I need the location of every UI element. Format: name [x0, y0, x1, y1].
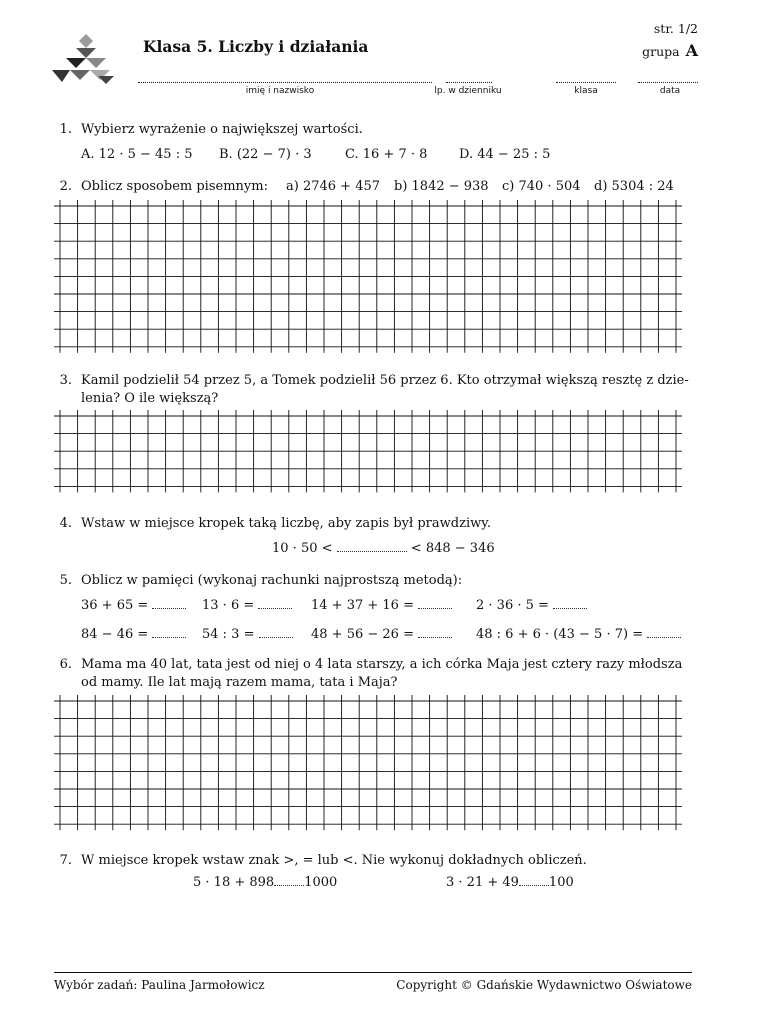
- q4-right: < 848 − 346: [410, 541, 495, 556]
- page-number: str. 1/2: [653, 21, 698, 36]
- q7-expr-right: 1000: [304, 875, 338, 890]
- q5-expr: 2 · 36 · 5 =: [476, 598, 549, 613]
- name-field-label: imię i nazwisko: [245, 86, 315, 96]
- q5-row1-item1: [81, 598, 186, 613]
- q5-expr: 48 + 56 − 26 =: [311, 627, 414, 642]
- q1-option-a[interactable]: A. 12 · 5 − 45 : 5: [81, 147, 193, 162]
- class-field-label: klasa: [574, 86, 598, 96]
- q5-row1-item3: [311, 598, 452, 613]
- q5-blank[interactable]: [647, 627, 681, 638]
- q1-option-b[interactable]: B. (22 − 7) · 3: [219, 147, 312, 162]
- q5-number: 5.: [59, 573, 72, 588]
- q3-answer-grid[interactable]: [54, 410, 694, 498]
- number-field[interactable]: [446, 72, 492, 83]
- q5-expr: 48 : 6 + 6 · (43 − 5 · 7) =: [476, 627, 644, 642]
- q7-comparison-2: [446, 875, 574, 890]
- q6-text-line1: Mama ma 40 lat, tata jest od niej o 4 lata starszy, a ich córka Maja jest cztery razy młodsza: [81, 657, 683, 672]
- q5-expr: 36 + 65 =: [81, 598, 149, 613]
- q6-text-line2: od mamy. Ile lat mają razem mama, tata i Maja?: [81, 675, 398, 690]
- group-text: grupa: [642, 44, 680, 59]
- number-field-label: lp. w dzienniku: [434, 86, 502, 96]
- q3-number: 3.: [59, 373, 72, 388]
- q7-comparison-1: [193, 875, 337, 890]
- q5-row1-item2: [202, 598, 292, 613]
- q1-option-d[interactable]: D. 44 − 25 : 5: [459, 147, 551, 162]
- q7-expr-left: 5 · 18 + 898: [193, 875, 275, 890]
- q5-blank[interactable]: [258, 598, 292, 609]
- q1-number: 1.: [59, 122, 72, 137]
- q4-inequality: [272, 541, 495, 556]
- q7-text: W miejsce kropek wstaw znak >, = lub <. Nie wykonuj dokładnych obliczeń.: [81, 853, 587, 868]
- name-field[interactable]: [138, 72, 432, 83]
- date-field-label: data: [659, 86, 681, 96]
- date-field[interactable]: [638, 72, 698, 83]
- q4-left: 10 · 50 <: [272, 541, 333, 556]
- q5-row2-item1: [81, 627, 186, 642]
- q3-text-line1: Kamil podzielił 54 przez 5, a Tomek podzielił 56 przez 6. Kto otrzymał większą resztę z dzie-: [81, 373, 689, 388]
- class-field[interactable]: [556, 72, 616, 83]
- group-label: [642, 41, 698, 60]
- q1-option-c[interactable]: C. 16 + 7 · 8: [345, 147, 428, 162]
- q5-blank[interactable]: [418, 627, 452, 638]
- q5-blank[interactable]: [259, 627, 293, 638]
- q6-answer-grid[interactable]: [54, 695, 694, 837]
- q2-number: 2.: [59, 179, 72, 194]
- q2-part-d: d) 5304 : 24: [594, 179, 674, 194]
- q5-blank[interactable]: [152, 598, 186, 609]
- q5-row2-item4: [476, 627, 681, 642]
- q5-text: Oblicz w pamięci (wykonaj rachunki najprostszą metodą):: [81, 573, 463, 588]
- publisher-logo: [48, 32, 118, 88]
- q5-row1-item4: [476, 598, 587, 613]
- q7-number: 7.: [59, 853, 72, 868]
- q4-number: 4.: [59, 516, 72, 531]
- q3-text-line2: lenia? O ile większą?: [81, 391, 219, 406]
- q2-part-b: b) 1842 − 938: [394, 179, 489, 194]
- q2-text: Oblicz sposobem pisemnym:: [81, 179, 268, 194]
- footer-divider: [54, 972, 692, 973]
- q7-expr-left: 3 · 21 + 49: [446, 875, 519, 890]
- q7-blank-1[interactable]: [274, 875, 304, 886]
- q5-blank[interactable]: [152, 627, 186, 638]
- group-value: A: [685, 41, 698, 60]
- q5-expr: 14 + 37 + 16 =: [311, 598, 414, 613]
- q5-expr: 13 · 6 =: [202, 598, 255, 613]
- q5-blank[interactable]: [418, 598, 452, 609]
- footer-copyright: Copyright © Gdańskie Wydawnictwo Oświatowe: [396, 978, 692, 992]
- q4-blank[interactable]: [337, 541, 407, 552]
- q4-text: Wstaw w miejsce kropek taką liczbę, aby zapis był prawdziwy.: [81, 516, 491, 531]
- q2-part-a: a) 2746 + 457: [286, 179, 381, 194]
- q7-expr-right: 100: [548, 875, 574, 890]
- q5-expr: 84 − 46 =: [81, 627, 149, 642]
- footer-author: Wybór zadań: Paulina Jarmołowicz: [54, 978, 265, 992]
- q5-row2-item2: [202, 627, 293, 642]
- q7-blank-2[interactable]: [519, 875, 549, 886]
- q2-part-c: c) 740 · 504: [502, 179, 581, 194]
- page-title: Klasa 5. Liczby i działania: [143, 37, 369, 56]
- q2-answer-grid[interactable]: [54, 200, 694, 358]
- q5-row2-item3: [311, 627, 452, 642]
- q1-text: Wybierz wyrażenie o największej wartości.: [81, 122, 363, 137]
- q6-number: 6.: [59, 657, 72, 672]
- q5-blank[interactable]: [553, 598, 587, 609]
- q5-expr: 54 : 3 =: [202, 627, 255, 642]
